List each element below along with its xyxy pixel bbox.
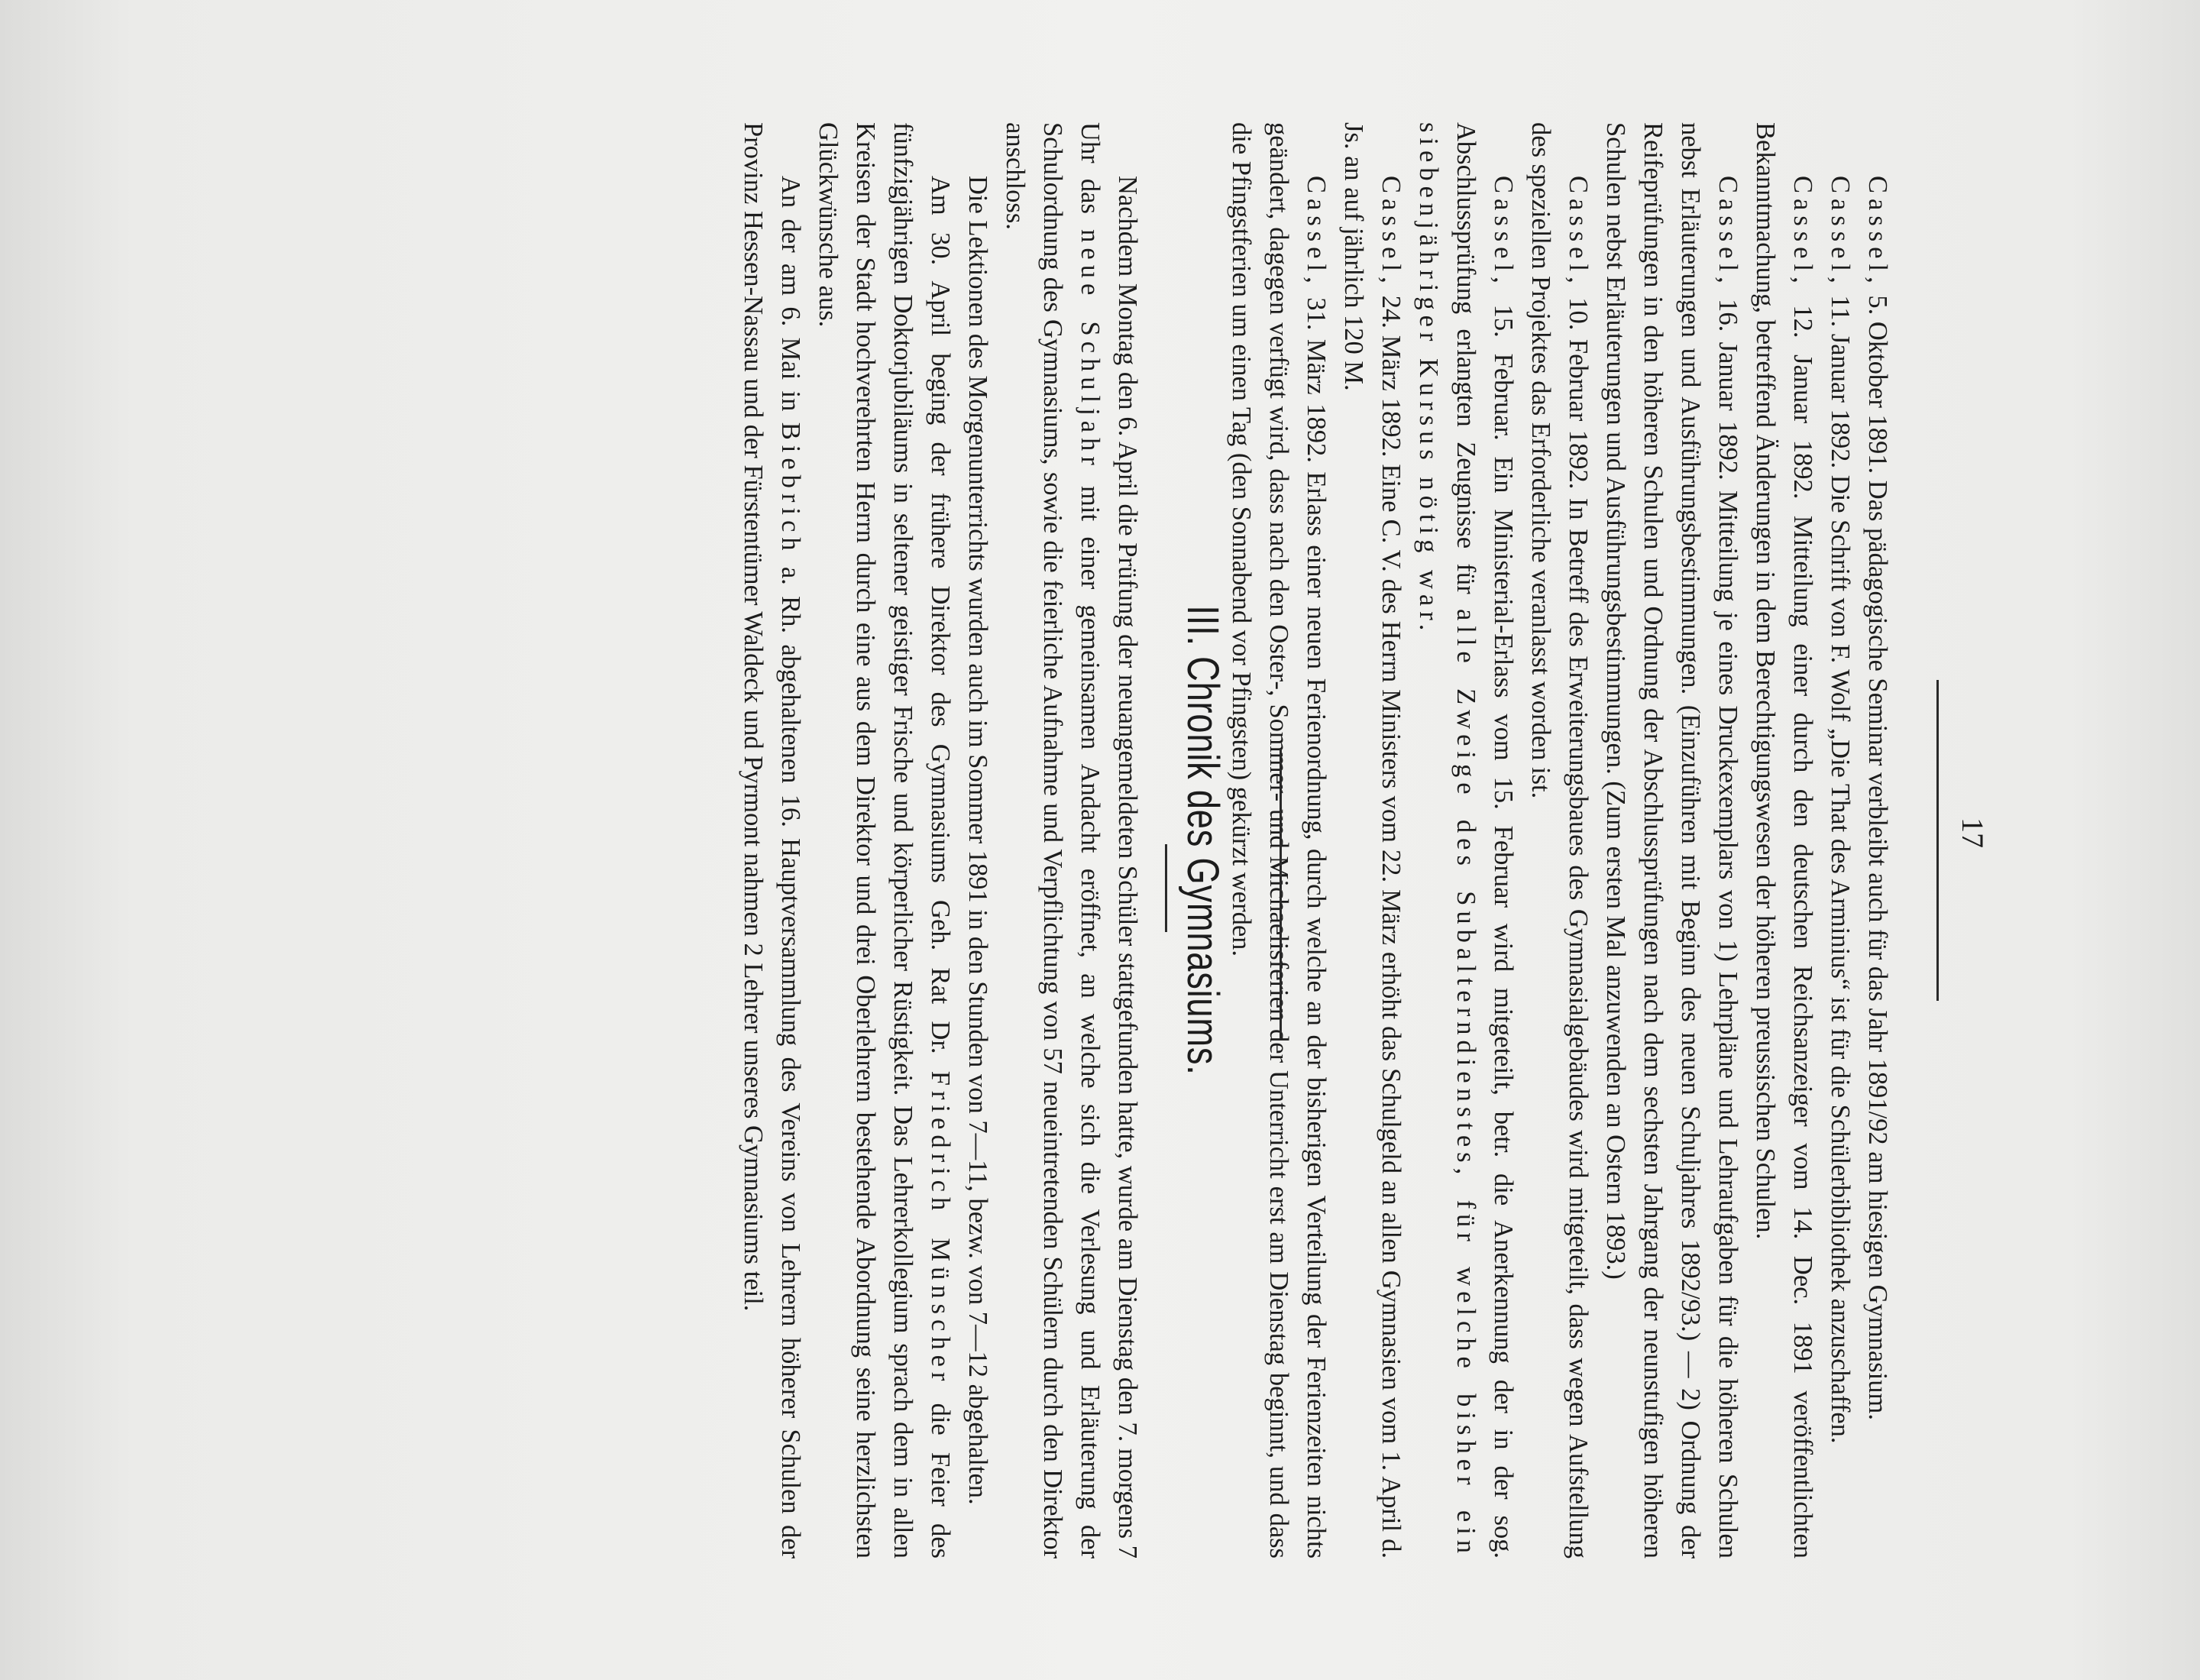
- decree-text: 24. März 1892. Eine C. V. des Herrn Ministers vom 22. März erhöht das Schulgeld an allen Gymnasien vom 1. April d. Js. an auf jährlich 120 M.: [1339, 122, 1406, 1559]
- section-rule: [1280, 749, 1282, 1039]
- decree-paragraph: [1409, 122, 1522, 1559]
- chronicle-paragraph: [809, 122, 959, 1559]
- spaced-text: Biebrich: [776, 422, 805, 556]
- top-rule: [1936, 680, 1939, 1001]
- place-name: Cassel,: [1826, 176, 1855, 289]
- decree-text: 10. Februar 1892. In Betreff des Erweiterungsbaues des Gymnasialgebäudes wird mitgeteilt, dass wegen Aufstellung des speziellen Projektes das Erforderliche veranlasst worden ist.: [1526, 122, 1593, 1559]
- chronicle-paragraph: [734, 122, 809, 1559]
- decree-text: 12. Januar 1892. Mitteilung einer durch den deutschen Reichsanzeiger vom 14. Dec. 1891 veröffentlichten Bekanntmachung, betreffend Änderungen in dem Berechtigungswesen der höheren preussischen Schulen.: [1751, 122, 1817, 1559]
- decree-paragraph: [1821, 122, 1859, 1559]
- decree-text: 11. Januar 1892. Die Schrift von F. Wolf „Die That des Arminius“ ist für die Schülerbibliothek anzuschaffen.: [1826, 288, 1855, 1444]
- place-name: Cassel,: [1863, 176, 1892, 289]
- spaced-text: alle Zweige des Subalterndienstes, für welche bisher ein siebenjähriger Kursus nötig war.: [1414, 122, 1480, 1559]
- chronicle-paragraph: Die Lektionen des Morgenunterrichts wurden auch im Sommer 1891 in den Stunden von 7—11, bezw. von 7—12 abgehalten.: [963, 176, 992, 1505]
- section-heading: III. Chronik des Gymnasiums.: [1178, 605, 1228, 1076]
- decree-paragraph: [1522, 122, 1597, 1559]
- decree-paragraph: [1859, 122, 1896, 1559]
- page-number: 17: [1956, 817, 1990, 848]
- chronicle-text: Am 30. April beging der frühere Direktor des Gymnasiums Geh. Rat Dr.: [926, 176, 955, 1071]
- decree-text: 31. März 1892. Erlass einer neuen Ferienordnung, durch welche an der bisherigen Verteilung der Ferienzeiten nichts geändert, dagegen verfügt wird, dass nach den Oster-, Sommer- und Michaelisferien der Unterricht erst am Dienstag beginnt, und dass die Pfingstferien um einen Tag (den Sonnabend vor Pfingsten) gekürzt werden.: [1227, 122, 1331, 1559]
- decree-text: 15. Februar. Ein Ministerial-Erlass vom 15. Februar wird mitgeteilt, betr. die Anerkennung der in der sog. Abschlussprüfung erlangten Zeugnisse für: [1451, 122, 1518, 1559]
- rotated-text-block: [176, 122, 1994, 1559]
- chronicle-text: a. Rh. abgehaltenen 16. Hauptversammlung des Vereins von Lehrern höherer Schulen der Provinz Hessen-Nassau und der Fürstentümer Waldeck und Pyrmont nahmen 2 Lehrer unseres Gymnasiums teil.: [739, 122, 805, 1559]
- spaced-text: neue Schuljahr: [1076, 229, 1105, 471]
- place-name: Cassel,: [1489, 176, 1518, 289]
- decree-paragraph: [1597, 122, 1746, 1559]
- chronicle-text: An der am 6. Mai in: [776, 176, 805, 422]
- decree-paragraph: [1746, 122, 1821, 1559]
- decree-paragraph: [1222, 122, 1335, 1559]
- heading-underline: [1165, 844, 1167, 932]
- place-name: Cassel,: [1377, 176, 1406, 289]
- decree-text: 16. Januar 1892. Mitteilung je eines Druckexemplars von 1) Lehrpläne und Lehraufgaben für die höheren Schulen nebst Erläuterungen und Ausführungsbestimmungen. (Einzuführen mit Beginn des neuen Schuljahres 1892/93.) — 2) Ordnung der Reifeprüfungen in den höheren Schulen und Ordnung der Abschlussprüfungen nach dem sechsten Jahrgang der neunstufigen höheren Schulen nebst Erläuterungen und Ausführungsbestimmungen. (Zum ersten Mal anzuwenden an Ostern 1893.): [1601, 122, 1742, 1559]
- place-name: Cassel,: [1564, 176, 1593, 289]
- place-name: Cassel,: [1713, 176, 1742, 289]
- decrees-list-part-1: [1222, 122, 1896, 1559]
- chronicle-text: mit einer gemeinsamen Andacht eröffnet, an welche sich die Verlesung und Erläuterung der Schulordnung des Gymnasiums, sowie die feierliche Aufnahme und Verpflichtung von 57 neueintretenden Schülern durch den Direktor anschloss.: [1001, 122, 1105, 1559]
- chronicle-paragraph: [996, 122, 1146, 1559]
- chronicle-section: [734, 122, 1146, 1559]
- chronicle-text: die Feier des fünfzigjährigen Doktorjubiläums in seltener geistiger Frische und körperlicher Rüstigkeit. Das Lehrerkollegium sprach dem in allen Kreisen der Stadt hochverehrten Herrn durch eine aus dem Direktor und drei Oberlehrern bestehende Abordnung seine herzlichsten Glückwünsche aus.: [814, 122, 955, 1559]
- spaced-text: Friedrich Münscher: [926, 1070, 955, 1387]
- place-name: Cassel,: [1302, 176, 1331, 289]
- place-name: Cassel,: [1788, 176, 1817, 289]
- decree-paragraph: [1335, 122, 1409, 1559]
- decree-text: 5. Oktober 1891. Das pädagogische Seminar verbleibt auch für das Jahr 1891/92 am hiesigen Gymnasium.: [1863, 288, 1892, 1420]
- chronicle-text: Nachdem Montag den 6. April die Prüfung der neuangemeldeten Schüler stattgefunden hatte, wurde am Dienstag den 7. morgens 7 Uhr das: [1076, 122, 1142, 1559]
